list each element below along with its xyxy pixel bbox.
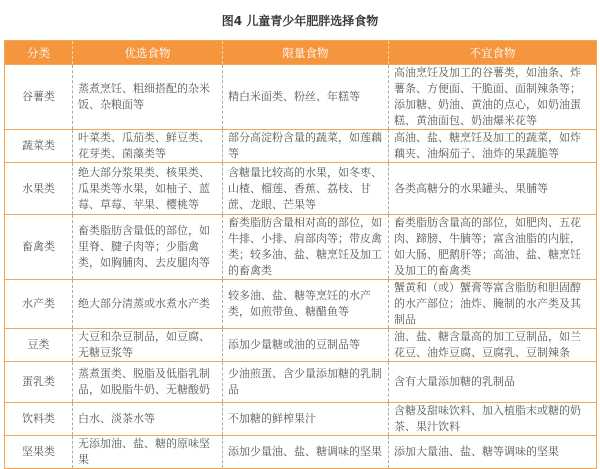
cell-category: 蔬菜类 xyxy=(5,130,73,163)
cell-avoid: 油、盐、糖含量高的加工豆制品，如兰花豆、油炸豆腐、豆腐乳、豆制辣条 xyxy=(389,329,597,362)
table-row xyxy=(5,436,597,469)
table-row xyxy=(5,362,597,403)
table-row xyxy=(5,215,597,280)
table-row xyxy=(5,163,597,215)
cell-preferred: 绝大部分清蒸或水煮水产类 xyxy=(73,280,223,329)
cell-avoid: 蟹黄和（或）蟹膏等富含脂肪和胆固醇的水产部位；油炸、腌制的水产类及其制品 xyxy=(389,280,597,329)
food-choice-table xyxy=(4,40,597,469)
cell-preferred: 畜类脂肪含量低的部位，如里脊、腱子肉等；少脂禽类，如胸脯肉、去皮腿肉等 xyxy=(73,215,223,280)
cell-limited: 添加少量糖或油的豆制品等 xyxy=(223,329,389,362)
table-row xyxy=(5,280,597,329)
header-limited: 限量食物 xyxy=(223,41,389,65)
cell-preferred: 大豆和杂豆制品，如豆腐、无糖豆浆等 xyxy=(73,329,223,362)
cell-preferred: 叶菜类、瓜茄类、鲜豆类、花芽类、菌藻类等 xyxy=(73,130,223,163)
cell-preferred: 蒸煮蛋类、脱脂及低脂乳制品，如脱脂牛奶、无糖酸奶 xyxy=(73,362,223,403)
cell-category: 水果类 xyxy=(5,163,73,215)
cell-limited: 精白米面类、粉丝、年糕等 xyxy=(223,65,389,130)
cell-category: 谷薯类 xyxy=(5,65,73,130)
table-row xyxy=(5,329,597,362)
cell-category: 坚果类 xyxy=(5,436,73,469)
cell-category: 水产类 xyxy=(5,280,73,329)
cell-limited: 部分高淀粉含量的蔬菜，如莲藕等 xyxy=(223,130,389,163)
cell-limited: 含糖量比较高的水果，如冬枣、山楂、榴莲、香蕉、荔枝、甘蔗、龙眼、芒果等 xyxy=(223,163,389,215)
cell-avoid: 畜类脂肪含量高的部位，如肥肉、五花肉、蹄膀、牛腩等；富含油脂的内脏，如大肠、肥鹅肝等；高油、盐、糖烹饪及加工的畜禽类 xyxy=(389,215,597,280)
table-row xyxy=(5,403,597,436)
cell-limited: 少油煎蛋、含少量添加糖的乳制品 xyxy=(223,362,389,403)
cell-limited: 不加糖的鲜榨果汁 xyxy=(223,403,389,436)
header-preferred: 优选食物 xyxy=(73,41,223,65)
table-row xyxy=(5,130,597,163)
cell-avoid: 高油烹饪及加工的谷薯类，如油条、炸薯条、方便面、干脆面、面制辣条等；添加糖、奶油、黄油的点心，如奶油蛋糕、黄油面包、奶油爆米花等 xyxy=(389,65,597,130)
table-header-row xyxy=(5,41,597,65)
cell-avoid: 含糖及甜味饮料、加入植脂末或糖的奶茶、果汁饮料 xyxy=(389,403,597,436)
cell-category: 豆类 xyxy=(5,329,73,362)
cell-limited: 添加少量油、盐、糖调味的坚果 xyxy=(223,436,389,469)
cell-avoid: 含有大量添加糖的乳制品 xyxy=(389,362,597,403)
table-row xyxy=(5,65,597,130)
cell-avoid: 添加大量油、盐、糖等调味的坚果 xyxy=(389,436,597,469)
cell-category: 畜禽类 xyxy=(5,215,73,280)
cell-avoid: 高油、盐、糖烹饪及加工的蔬菜，如炸藕夹、油焖茄子、油炸的果蔬脆等 xyxy=(389,130,597,163)
header-category: 分类 xyxy=(5,41,73,65)
cell-preferred: 白水、淡茶水等 xyxy=(73,403,223,436)
cell-preferred: 绝大部分浆果类、核果类、瓜果类等水果，如柚子、蓝莓、草莓、苹果、樱桃等 xyxy=(73,163,223,215)
cell-limited: 畜类脂肪含量相对高的部位，如牛排、小排、肩部肉等；带皮禽类；较多油、盐、糖烹饪及加工的畜禽类 xyxy=(223,215,389,280)
cell-category: 饮料类 xyxy=(5,403,73,436)
cell-preferred: 蒸煮烹饪、粗细搭配的杂米饭、杂粮面等 xyxy=(73,65,223,130)
header-avoid: 不宜食物 xyxy=(389,41,597,65)
cell-avoid: 各类高糖分的水果罐头、果脯等 xyxy=(389,163,597,215)
cell-preferred: 无添加油、盐、糖的原味坚果 xyxy=(73,436,223,469)
figure-title: 图4 儿童青少年肥胖选择食物 xyxy=(221,14,379,28)
cell-limited: 较多油、盐、糖等烹饪的水产类，如煎带鱼、糖醋鱼等 xyxy=(223,280,389,329)
cell-category: 蛋乳类 xyxy=(5,362,73,403)
